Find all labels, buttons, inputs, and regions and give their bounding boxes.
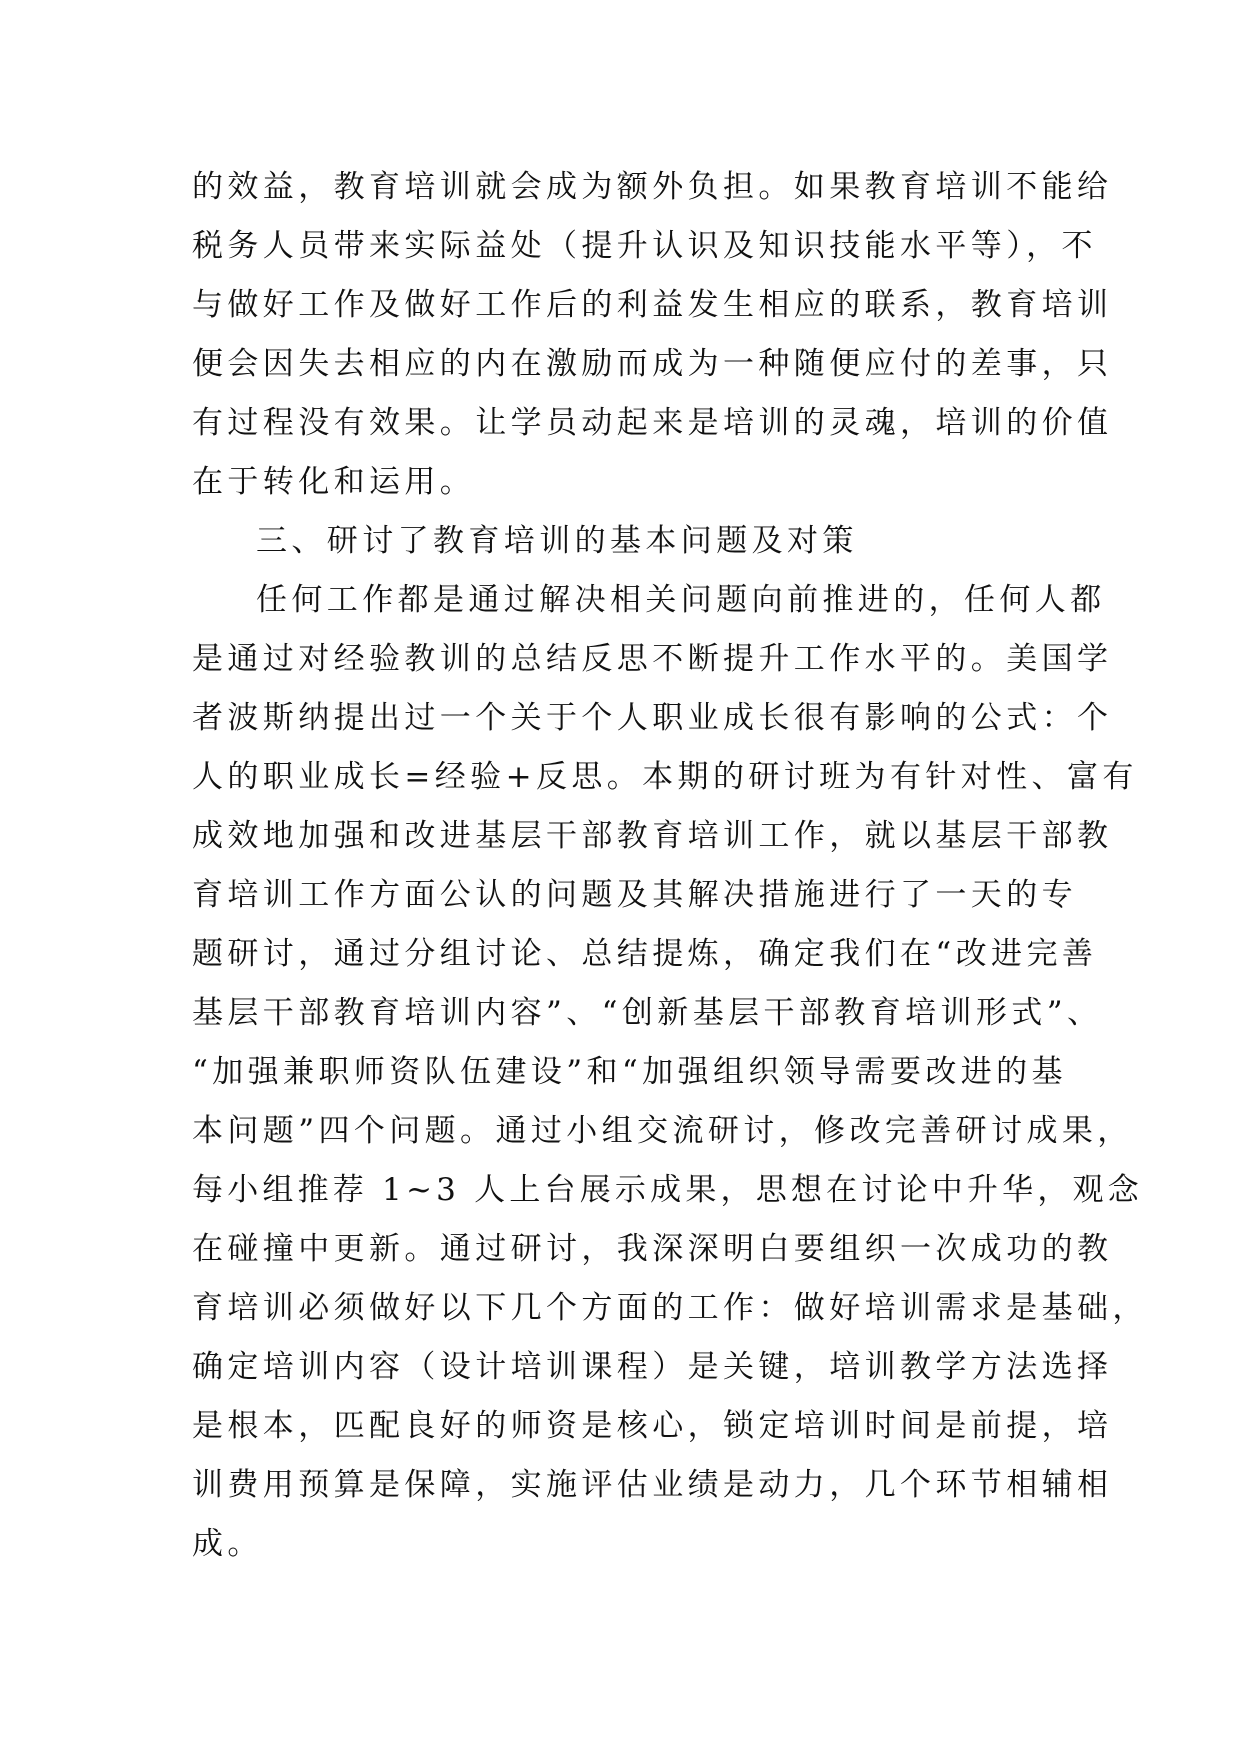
text-line: 训费用预算是保障，实施评估业绩是动力，几个环节相辅相 (192, 1467, 1113, 1503)
text-line: 成。 (192, 1526, 263, 1562)
text-line: 税务人员带来实际益处（提升认识及知识技能水平等），不 (192, 228, 1097, 264)
text-line: 与做好工作及做好工作后的利益发生相应的联系，教育培训 (192, 287, 1113, 323)
text-line: 有过程没有效果。让学员动起来是培训的灵魂，培训的价值 (192, 405, 1113, 441)
text-line: 每小组推荐 1~3 人上台展示成果，思想在讨论中升华，观念 (192, 1172, 1143, 1208)
text-line: 是通过对经验教训的总结反思不断提升工作水平的。美国学 (192, 641, 1113, 677)
section-heading: 三、研讨了教育培训的基本问题及对策 (256, 523, 858, 559)
paragraph-first-line: 任何工作都是通过解决相关问题向前推进的，任何人都 (256, 582, 1106, 618)
text-line: 是根本，匹配良好的师资是核心，锁定培训时间是前提，培 (192, 1408, 1113, 1444)
text-line: 在碰撞中更新。通过研讨，我深深明白要组织一次成功的教 (192, 1231, 1113, 1267)
text-line: 成效地加强和改进基层干部教育培训工作，就以基层干部教 (192, 818, 1113, 854)
text-line: 者波斯纳提出过一个关于个人职业成长很有影响的公式：个 (192, 700, 1113, 736)
text-line: 的效益，教育培训就会成为额外负担。如果教育培训不能给 (192, 169, 1113, 205)
text-line: 确定培训内容（设计培训课程）是关键，培训教学方法选择 (192, 1349, 1113, 1385)
body-text (192, 158, 1148, 1574)
text-line: 在于转化和运用。 (192, 464, 476, 500)
text-line: 本问题”四个问题。通过小组交流研讨，修改完善研讨成果， (192, 1113, 1133, 1149)
text-line: 题研讨，通过分组讨论、总结提炼，确定我们在“改进完善 (192, 936, 1098, 972)
text-line: 便会因失去相应的内在激励而成为一种随便应付的差事，只 (192, 346, 1113, 382)
text-line: 人的职业成长=经验+反思。本期的研讨班为有针对性、富有 (192, 759, 1138, 795)
text-line: 育培训必须做好以下几个方面的工作：做好培训需求是基础， (192, 1290, 1148, 1326)
text-line: “加强兼职师资队伍建设”和“加强组织领导需要改进的基 (192, 1054, 1067, 1090)
text-line: 育培训工作方面公认的问题及其解决措施进行了一天的专 (192, 877, 1077, 913)
text-line: 基层干部教育培训内容”、“创新基层干部教育培训形式”、 (192, 995, 1103, 1031)
